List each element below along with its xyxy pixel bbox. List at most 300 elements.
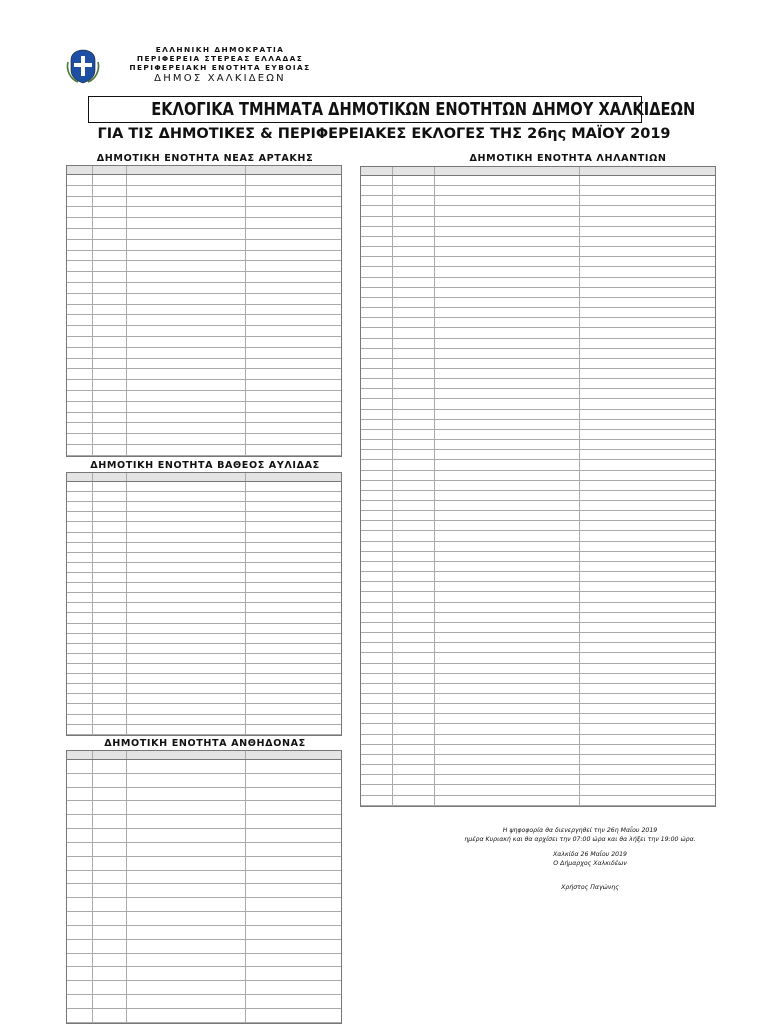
table-row [67, 402, 341, 413]
table-row [67, 967, 341, 981]
table-cell [435, 328, 580, 337]
table-cell [246, 725, 341, 734]
table-cell [127, 553, 246, 562]
table-cell [361, 206, 393, 215]
table-cell [580, 278, 715, 287]
table-cell [246, 369, 341, 379]
table-cell [393, 531, 435, 540]
table-cell [361, 755, 393, 764]
table-cell [246, 857, 341, 870]
table-row [361, 796, 715, 806]
table-cell [93, 283, 127, 293]
table-cell [435, 288, 580, 297]
table-cell [67, 843, 93, 856]
table-cell [435, 694, 580, 703]
table-cell [127, 613, 246, 622]
table-cell [67, 348, 93, 358]
table-cell [361, 694, 393, 703]
issuing-authority-header [100, 45, 340, 83]
table-cell [393, 257, 435, 266]
table-cell [361, 542, 393, 551]
table-cell [246, 694, 341, 703]
table-cell [361, 511, 393, 520]
table-cell [93, 207, 127, 217]
table-cell [361, 430, 393, 439]
table-header-cell [93, 473, 127, 481]
unit-title-nea-artaki: ΔΗΜΟΤΙΚΗ ΕΝΟΤΗΤΑ ΝΕΑΣ ΑΡΤΑΚΗΣ [96, 153, 314, 164]
table-cell [361, 582, 393, 591]
table-cell [246, 674, 341, 683]
table-cell [127, 634, 246, 643]
table-row [361, 755, 715, 765]
table-cell [93, 857, 127, 870]
table-cell [435, 460, 580, 469]
table-cell [393, 613, 435, 622]
table-cell [93, 186, 127, 196]
table-cell [580, 389, 715, 398]
table-cell [246, 522, 341, 531]
table-cell [93, 502, 127, 511]
table-cell [246, 337, 341, 347]
table-cell [435, 206, 580, 215]
table-cell [246, 829, 341, 842]
table-cell [246, 815, 341, 828]
table-cell [246, 283, 341, 293]
table-cell [580, 664, 715, 673]
table-cell [393, 704, 435, 713]
table-row [67, 884, 341, 898]
table-cell [393, 755, 435, 764]
table-row [67, 694, 341, 704]
table-cell [67, 380, 93, 390]
table-cell [127, 218, 246, 228]
table-row [67, 512, 341, 522]
table-row [67, 981, 341, 995]
table-cell [246, 684, 341, 693]
table-header-cell [127, 473, 246, 481]
table-row [361, 206, 715, 216]
table-row [67, 359, 341, 370]
table-cell [435, 176, 580, 185]
table-cell [67, 402, 93, 412]
table-cell [127, 884, 246, 897]
table-cell [361, 298, 393, 307]
table-cell [580, 501, 715, 510]
table-cell [580, 196, 715, 205]
table-cell [67, 704, 93, 713]
table-cell [393, 318, 435, 327]
table-cell [246, 704, 341, 713]
table-row [67, 543, 341, 553]
table-cell [361, 775, 393, 784]
table-cell [127, 197, 246, 207]
table-cell [580, 176, 715, 185]
table-cell [435, 796, 580, 805]
table-header [361, 167, 715, 176]
table-row [361, 450, 715, 460]
closing-place-date: Χαλκίδα 26 Μαΐου 2019 [553, 851, 627, 858]
table-cell [93, 694, 127, 703]
table-cell [580, 755, 715, 764]
table-cell [93, 788, 127, 801]
polling-table-lilantion [360, 166, 716, 807]
table-cell [246, 445, 341, 455]
table-cell [93, 337, 127, 347]
table-cell [127, 704, 246, 713]
table-cell [435, 399, 580, 408]
table-cell [361, 664, 393, 673]
table-cell [435, 592, 580, 601]
unit-title-lilantion: ΔΗΜΟΤΙΚΗ ΕΝΟΤΗΤΑ ΛΗΛΑΝΤΙΩΝ [469, 153, 667, 164]
table-cell [127, 186, 246, 196]
table-cell [393, 511, 435, 520]
table-header-cell [246, 166, 341, 174]
table-cell [361, 796, 393, 805]
table-cell [127, 981, 246, 994]
table-cell [393, 379, 435, 388]
table-cell [435, 410, 580, 419]
signer-name: Χρήστος Παγώνης [561, 884, 619, 891]
table-cell [435, 420, 580, 429]
table-cell [435, 521, 580, 530]
table-cell [246, 543, 341, 552]
table-cell [246, 229, 341, 239]
table-cell [580, 684, 715, 693]
table-cell [67, 603, 93, 612]
table-row [67, 603, 341, 613]
table-cell [435, 603, 580, 612]
table-cell [127, 402, 246, 412]
table-cell [93, 674, 127, 683]
table-cell [393, 328, 435, 337]
unit-title-vathy-avlidas: ΔΗΜΟΤΙΚΗ ΕΝΟΤΗΤΑ ΒΑΘΕΟΣ ΑΥΛΙΔΑΣ [90, 460, 320, 471]
table-cell [246, 272, 341, 282]
table-cell [246, 315, 341, 325]
table-cell [361, 339, 393, 348]
table-cell [361, 410, 393, 419]
table-cell [435, 430, 580, 439]
table-cell [246, 644, 341, 653]
table-cell [246, 492, 341, 501]
table-header-cell [93, 751, 127, 759]
table-cell [93, 251, 127, 261]
table-cell [127, 175, 246, 185]
table-cell [67, 857, 93, 870]
table-row [67, 294, 341, 305]
table-row [361, 278, 715, 288]
table-row [67, 725, 341, 735]
table-cell [435, 542, 580, 551]
table-cell [67, 369, 93, 379]
table-cell [93, 715, 127, 724]
table-cell [93, 413, 127, 423]
table-cell [393, 765, 435, 774]
table-header [67, 166, 341, 175]
table-row [67, 563, 341, 573]
table-cell [127, 926, 246, 939]
table-cell [580, 603, 715, 612]
table-cell [393, 206, 435, 215]
table-cell [67, 760, 93, 773]
table-cell [393, 724, 435, 733]
document-title: ΕΚΛΟΓΙΚΑ ΤΜΗΜΑΤΑ ΔΗΜΟΤΙΚΩΝ ΕΝΟΤΗΤΩΝ ΔΗΜΟΥ ΧΑΛΚΙΔΕΩΝ [88, 96, 642, 123]
table-cell [67, 563, 93, 572]
table-header-cell [246, 751, 341, 759]
table-cell [361, 471, 393, 480]
table-cell [67, 522, 93, 531]
table-cell [127, 294, 246, 304]
table-cell [435, 227, 580, 236]
table-cell [246, 583, 341, 592]
table-cell [67, 326, 93, 336]
table-row [361, 430, 715, 440]
table-cell [93, 402, 127, 412]
table-cell [580, 267, 715, 276]
table-cell [127, 283, 246, 293]
table-cell [93, 240, 127, 250]
table-cell [580, 745, 715, 754]
table-cell [435, 186, 580, 195]
table-cell [246, 995, 341, 1008]
table-cell [67, 512, 93, 521]
table-cell [246, 603, 341, 612]
table-cell [246, 502, 341, 511]
table-row [361, 237, 715, 247]
table-row [67, 175, 341, 186]
table-cell [246, 434, 341, 444]
table-cell [361, 176, 393, 185]
table-row [361, 603, 715, 613]
table-cell [127, 593, 246, 602]
table-cell [435, 552, 580, 561]
table-cell [246, 912, 341, 925]
table-row [361, 308, 715, 318]
table-cell [246, 380, 341, 390]
closing-block [520, 850, 660, 868]
table-cell [435, 217, 580, 226]
table-cell [67, 774, 93, 787]
table-cell [93, 348, 127, 358]
table-cell [361, 592, 393, 601]
greek-coat-of-arms-emblem [66, 48, 100, 84]
table-cell [67, 218, 93, 228]
table-row [67, 583, 341, 593]
table-cell [127, 654, 246, 663]
table-cell [361, 531, 393, 540]
table-cell [93, 229, 127, 239]
table-cell [435, 440, 580, 449]
table-cell [361, 613, 393, 622]
table-cell [246, 843, 341, 856]
table-cell [580, 237, 715, 246]
table-cell [246, 801, 341, 814]
header-line-regional-unit: ΠΕΡΙΦΕΡΕΙΑΚΗ ΕΝΟΤΗΤΑ ΕΥΒΟΙΑΣ [129, 63, 311, 72]
table-cell [246, 175, 341, 185]
table-cell [67, 272, 93, 282]
table-cell [580, 481, 715, 490]
table-cell [127, 272, 246, 282]
table-row [361, 379, 715, 389]
table-cell [93, 654, 127, 663]
table-cell [67, 725, 93, 734]
table-cell [127, 573, 246, 582]
table-cell [580, 206, 715, 215]
table-cell [361, 237, 393, 246]
table-cell [246, 402, 341, 412]
table-cell [93, 583, 127, 592]
table-cell [67, 593, 93, 602]
table-cell [435, 684, 580, 693]
table-cell [93, 553, 127, 562]
table-cell [435, 643, 580, 652]
table-cell [127, 871, 246, 884]
table-cell [580, 582, 715, 591]
table-cell [67, 240, 93, 250]
table-cell [246, 954, 341, 967]
table-cell [361, 745, 393, 754]
table-cell [127, 522, 246, 531]
table-cell [67, 829, 93, 842]
table-cell [93, 423, 127, 433]
table-cell [93, 967, 127, 980]
table-cell [67, 954, 93, 967]
table-row [67, 240, 341, 251]
municipality-name: ΔΗΜΟΣ ΧΑΛΚΙΔΕΩΝ [154, 73, 286, 84]
table-cell [393, 582, 435, 591]
table-cell [246, 359, 341, 369]
table-cell [361, 704, 393, 713]
table-cell [93, 533, 127, 542]
table-cell [580, 562, 715, 571]
table-cell [93, 684, 127, 693]
table-row [67, 272, 341, 283]
table-cell [127, 624, 246, 633]
table-cell [393, 653, 435, 662]
table-cell [393, 562, 435, 571]
document-subtitle: ΓΙΑ ΤΙΣ ΔΗΜΟΤΙΚΕΣ & ΠΕΡΙΦΕΡΕΙΑΚΕΣ ΕΚΛΟΓΕΣ ΤΗΣ 26ης ΜΑΪΟΥ 2019 [97, 126, 671, 142]
table-cell [246, 940, 341, 953]
table-cell [93, 884, 127, 897]
table-cell [67, 654, 93, 663]
table-cell [93, 380, 127, 390]
table-row [361, 196, 715, 206]
table-cell [67, 543, 93, 552]
table-row [361, 339, 715, 349]
table-cell [361, 481, 393, 490]
table-row [67, 186, 341, 197]
table-cell [435, 735, 580, 744]
table-cell [127, 251, 246, 261]
table-cell [393, 491, 435, 500]
table-row [361, 440, 715, 450]
table-cell [393, 227, 435, 236]
table-cell [361, 521, 393, 530]
closing-role: Ο Δήμαρχος Χαλκιδέων [553, 860, 627, 867]
table-cell [246, 553, 341, 562]
table-cell [246, 788, 341, 801]
table-cell [67, 715, 93, 724]
table-header-cell [580, 167, 715, 175]
table-cell [393, 359, 435, 368]
table-cell [127, 829, 246, 842]
table-row [361, 359, 715, 369]
table-cell [580, 765, 715, 774]
table-row [67, 326, 341, 337]
table-cell [127, 788, 246, 801]
table-cell [127, 337, 246, 347]
table-cell [246, 326, 341, 336]
table-row [67, 413, 341, 424]
table-cell [580, 521, 715, 530]
table-row [67, 644, 341, 654]
table-row [361, 511, 715, 521]
polling-table-anthidonas [66, 750, 342, 1024]
table-cell [435, 298, 580, 307]
table-cell [93, 593, 127, 602]
table-cell [93, 492, 127, 501]
table-cell [127, 326, 246, 336]
table-cell [580, 775, 715, 784]
table-cell [435, 562, 580, 571]
table-cell [67, 684, 93, 693]
table-cell [361, 603, 393, 612]
table-cell [67, 634, 93, 643]
table-cell [127, 502, 246, 511]
table-cell [393, 196, 435, 205]
table-cell [246, 898, 341, 911]
table-cell [361, 765, 393, 774]
table-cell [361, 186, 393, 195]
table-cell [67, 391, 93, 401]
table-cell [393, 501, 435, 510]
table-cell [127, 445, 246, 455]
table-row [67, 843, 341, 857]
table-row [361, 562, 715, 572]
table-header-cell [435, 167, 580, 175]
table-cell [67, 898, 93, 911]
table-cell [127, 359, 246, 369]
table-cell [361, 440, 393, 449]
table-cell [67, 644, 93, 653]
table-cell [361, 217, 393, 226]
table-cell [393, 430, 435, 439]
table-cell [127, 1009, 246, 1022]
table-row [361, 420, 715, 430]
table-row [67, 423, 341, 434]
table-cell [580, 572, 715, 581]
table-cell [393, 603, 435, 612]
table-cell [361, 420, 393, 429]
table-cell [361, 257, 393, 266]
table-row [67, 815, 341, 829]
table-cell [93, 725, 127, 734]
table-cell [67, 553, 93, 562]
table-cell [580, 491, 715, 500]
table-cell [393, 288, 435, 297]
table-row [361, 288, 715, 298]
table-cell [393, 369, 435, 378]
table-cell [393, 471, 435, 480]
table-row [361, 460, 715, 470]
table-cell [393, 399, 435, 408]
table-cell [393, 298, 435, 307]
table-row [67, 898, 341, 912]
table-cell [67, 694, 93, 703]
table-cell [67, 884, 93, 897]
table-row [361, 694, 715, 704]
table-row [67, 533, 341, 543]
table-cell [67, 186, 93, 196]
